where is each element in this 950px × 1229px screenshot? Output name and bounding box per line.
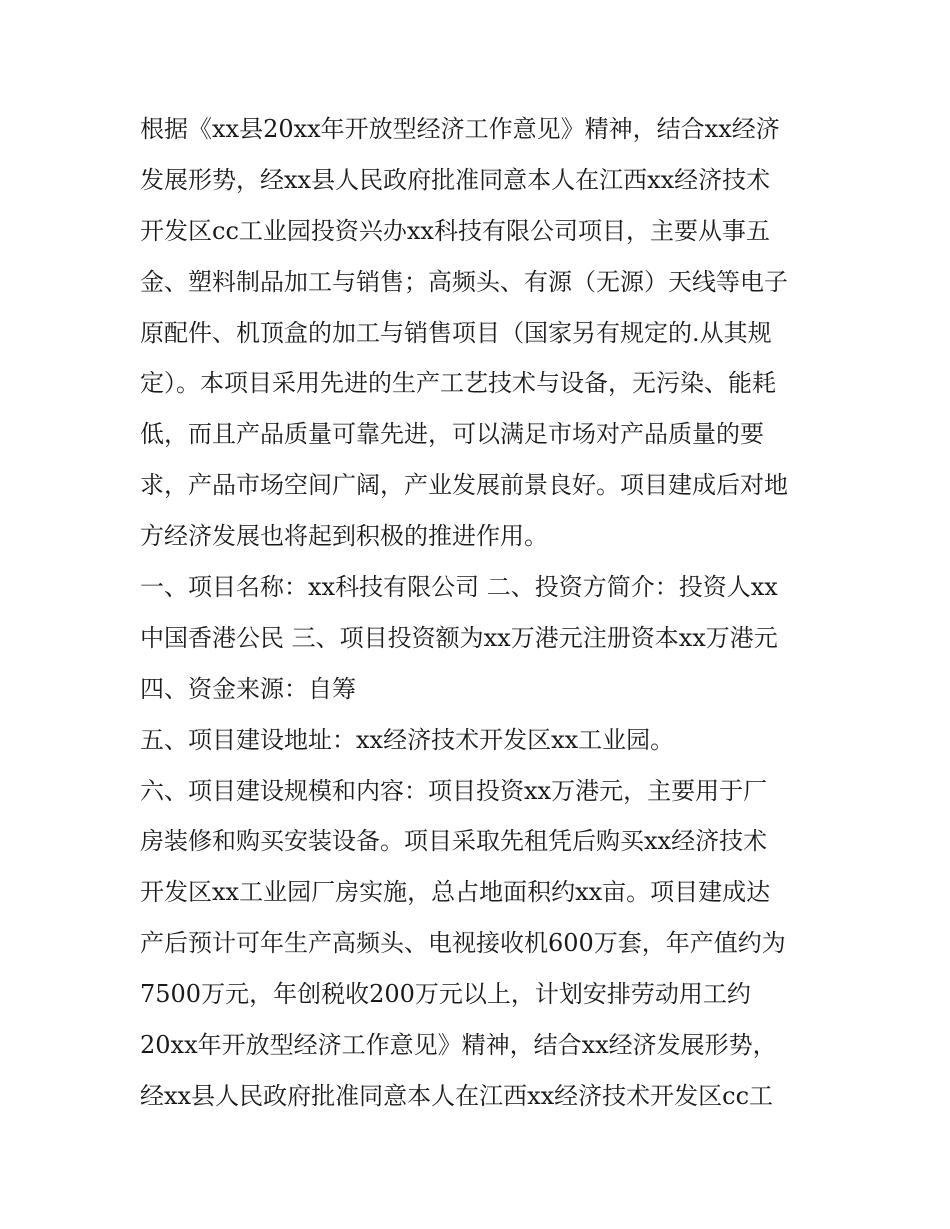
text-line: 求，产品市场空间广阔，产业发展前景良好。项目建成后对地 xyxy=(140,471,788,500)
text-line: 一、项目名称：xx科技有限公司 二、投资方简介：投资人xx xyxy=(140,573,778,602)
text-line: 金、塑料制品加工与销售；高频头、有源（无源）天线等电子 xyxy=(140,267,788,296)
text-line: 产后预计可年生产高频头、电视接收机600万套，年产值约为 xyxy=(140,929,786,958)
text-line: 经xx县人民政府批准同意本人在江西xx经济技术开发区cc工 xyxy=(140,1081,774,1110)
text-line: 中国香港公民 三、项目投资额为xx万港元注册资本xx万港元 xyxy=(140,623,778,652)
text-line: 7500万元，年创税收200万元以上，计划安排劳动用工约 xyxy=(140,980,751,1009)
text-line: 五、项目建设地址：xx经济技术开发区xx工业园。 xyxy=(140,725,675,754)
text-line: 20xx年开放型经济工作意见》精神，结合xx经济发展形势， xyxy=(140,1031,777,1060)
text-line: 定）。本项目采用先进的生产工艺技术与设备，无污染、能耗 xyxy=(140,369,776,398)
text-line: 六、项目建设规模和内容：项目投资xx万港元，主要用于厂 xyxy=(140,776,768,805)
text-line: 根据《xx县20xx年开放型经济工作意见》精神，结合xx经济 xyxy=(140,115,780,143)
text-line: 原配件、机顶盒的加工与销售项目（国家另有规定的.从其规 xyxy=(140,318,772,347)
text-line: 低，而且产品质量可靠先进，可以满足市场对产品质量的要 xyxy=(140,420,764,449)
document-body xyxy=(140,104,820,1122)
text-line: 四、资金来源：自筹 xyxy=(140,674,356,703)
text-line: 房装修和购买安装设备。项目采取先租凭后购买xx经济技术 xyxy=(140,827,768,856)
text-line: 发展形势，经xx县人民政府批准同意本人在江西xx经济技术 xyxy=(140,165,771,194)
text-line: 开发区xx工业园厂房实施，总占地面积约xx亩。项目建成达 xyxy=(140,878,771,907)
text-line: 开发区cc工业园投资兴办xx科技有限公司项目，主要从事五 xyxy=(140,216,770,245)
text-line: 方经济发展也将起到积极的推进作用。 xyxy=(140,522,548,551)
